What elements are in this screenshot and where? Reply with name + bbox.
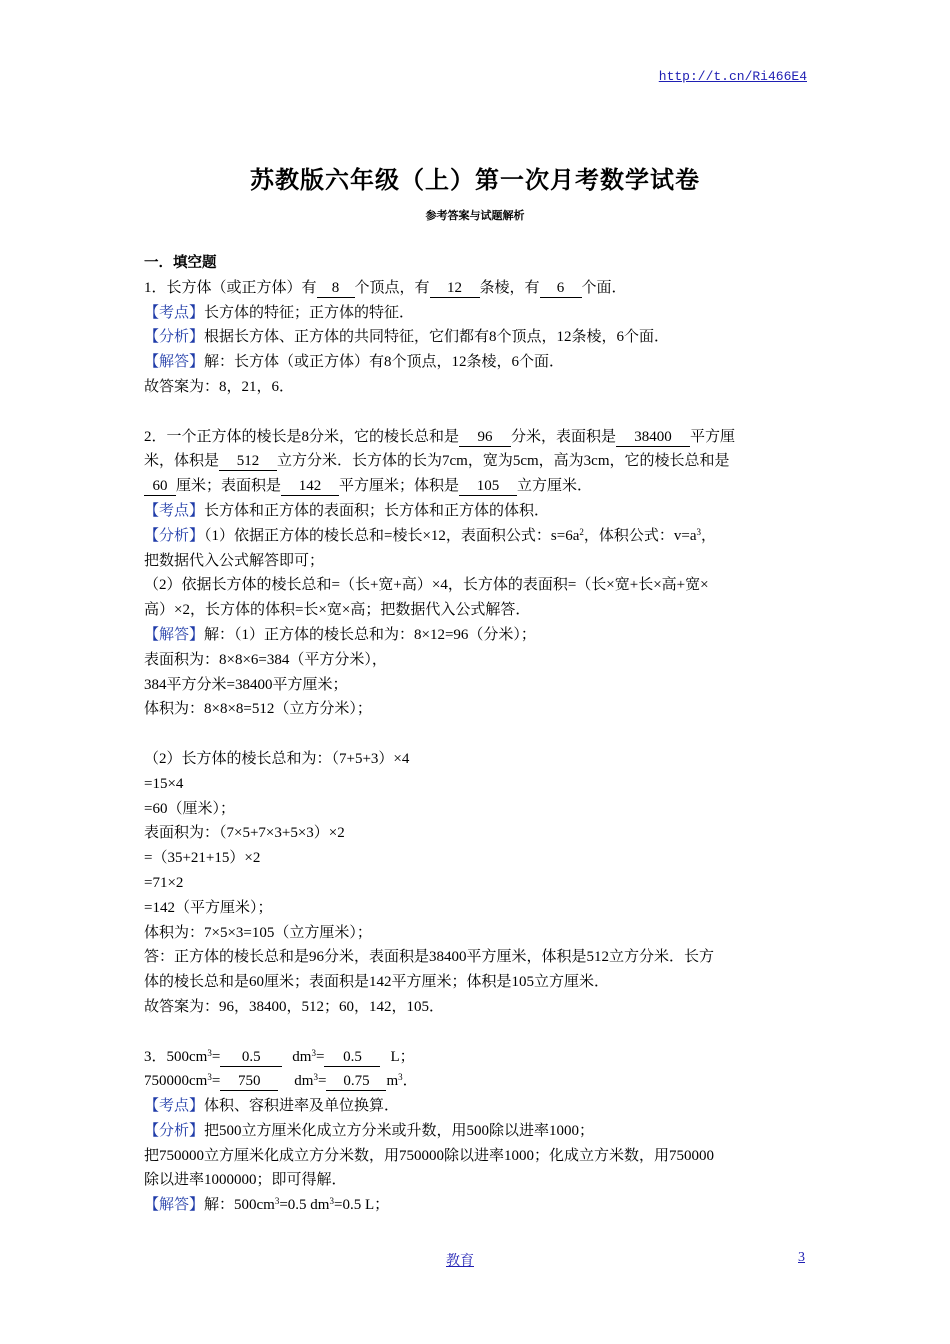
footer-link[interactable]: 教育 bbox=[446, 1254, 474, 1269]
fenxi-tag: 【分析】 bbox=[144, 329, 205, 346]
q2-jieda-7: =60（厘米）； bbox=[144, 800, 235, 817]
header-link[interactable]: http://t.cn/Ri466E4 bbox=[658, 69, 807, 84]
section-heading: 一．填空题 bbox=[144, 255, 217, 271]
fenxi-tag: 【分析】 bbox=[144, 1122, 205, 1139]
q1-fenxi: 【分析】根据长方体、正方体的共同特征，它们都有8个顶点，12条棱，6个面． bbox=[144, 329, 670, 346]
q3-stem-line-1: 3．$500cm^3= 0.5$ $dm^3= 0.5$ L； bbox=[144, 1047, 415, 1065]
q2-jieda-14: 体的棱长总和是60厘米；表面积是142平方厘米；体积是105立方厘米． bbox=[144, 974, 610, 991]
page-subtitle: 参考答案与试题解析 bbox=[425, 209, 525, 222]
q2-jieda-8: 表面积为：（7×5+7×3+5×3）×2 bbox=[144, 825, 345, 842]
q1-answer: 故答案为：8，21，6． bbox=[144, 378, 295, 395]
q2-answer: 故答案为：96，38400，512；60，142，105． bbox=[144, 998, 445, 1015]
jieda-tag: 【解答】 bbox=[144, 354, 205, 371]
q2-jieda-10: =71×2 bbox=[144, 874, 184, 891]
q1-blank-1: 8 bbox=[317, 279, 355, 298]
q3-blank-4: 0.75 bbox=[326, 1072, 386, 1091]
q1-blank-3: 6 bbox=[540, 279, 582, 298]
q2-jieda-2: 表面积为：8×8×6=384（平方分米）， bbox=[144, 651, 387, 668]
q3-fenxi-1: 【分析】把500立方厘米化成立方分米或升数，用500除以进率1000； bbox=[144, 1122, 595, 1139]
q3-blank-1: 0.5 bbox=[220, 1048, 282, 1067]
fenxi-tag: 【分析】 bbox=[144, 527, 205, 544]
q2-jieda-4: 体积为：8×8×8=512（立方分米）； bbox=[144, 701, 372, 718]
q2-stem-line-1: 2．一个正方体的棱长是8分米，它的棱长总和是 96 分米，表面积是 38400 平方厘 bbox=[144, 428, 736, 445]
q2-jieda-9: =（35+21+15）×2 bbox=[144, 850, 261, 867]
q1-kaodian: 【考点】长方体的特征；正方体的特征． bbox=[144, 304, 415, 321]
jieda-tag: 【解答】 bbox=[144, 626, 205, 643]
q2-jieda-12: 体积为：7×5×3=105（立方厘米）； bbox=[144, 924, 372, 941]
q2-blank-3: 512 bbox=[219, 452, 277, 471]
q3-fenxi-3: 除以进率1000000；即可得解． bbox=[144, 1172, 347, 1189]
q2-fenxi-1: 【分析】（1）依据正方体的棱长总和=棱长×12，表面积公式：$s=6a^2$，体积公式：$v=a^3$， bbox=[144, 526, 717, 544]
q2-jieda-5: （2）长方体的棱长总和为：（7+5+3）×4 bbox=[144, 750, 410, 767]
q3-blank-3: 750 bbox=[220, 1072, 278, 1091]
q3-blank-2: 0.5 bbox=[324, 1048, 380, 1067]
q2-blank-1: 96 bbox=[459, 428, 511, 447]
kaodian-tag: 【考点】 bbox=[144, 304, 205, 321]
q1-jieda: 【解答】解：长方体（或正方体）有8个顶点，12条棱，6个面． bbox=[144, 354, 565, 371]
q2-blank-2: 38400 bbox=[616, 428, 690, 447]
q2-kaodian: 【考点】长方体和正方体的表面积；长方体和正方体的体积． bbox=[144, 502, 550, 519]
q2-jieda-3: 384平方分米=38400平方厘米； bbox=[144, 676, 348, 693]
page-title: 苏教版六年级（上）第一次月考数学试卷 bbox=[250, 166, 700, 194]
q2-fenxi-2: 把数据代入公式解答即可； bbox=[144, 552, 325, 569]
q3-fenxi-2: 把750000立方厘米化成立方分米数，用750000除以进率1000；化成立方米数，用750000 bbox=[144, 1147, 715, 1164]
q2-blank-6: 105 bbox=[459, 477, 517, 496]
q3-stem-line-2: $750000cm^3= 750$ $dm^3= 0.75$ $m^3$． bbox=[144, 1072, 418, 1090]
q3-kaodian: 【考点】体积、容积进率及单位换算． bbox=[144, 1098, 400, 1115]
q2-jieda-13: 答：正方体的棱长总和是96分米，表面积是38400平方厘米，体积是512立方分米．长方 bbox=[144, 949, 715, 966]
q2-blank-4: 60 bbox=[144, 477, 176, 496]
q2-blank-5: 142 bbox=[281, 477, 339, 496]
jieda-tag: 【解答】 bbox=[144, 1197, 205, 1214]
q2-fenxi-4: 高）×2，长方体的体积=长×宽×高；把数据代入公式解答． bbox=[144, 602, 531, 619]
q2-jieda-11: =142（平方厘米）； bbox=[144, 899, 273, 916]
q2-jieda-6: =15×4 bbox=[144, 775, 184, 792]
q2-stem-line-2: 米，体积是 512 立方分米．长方体的长为7cm，宽为5cm，高为3cm，它的棱长总和是 bbox=[144, 453, 730, 470]
q2-jieda-1: 【解答】解：（1）正方体的棱长总和为：8×12=96（分米）； bbox=[144, 626, 536, 643]
document-body bbox=[144, 251, 806, 1218]
page-number: 3 bbox=[798, 1250, 805, 1265]
kaodian-tag: 【考点】 bbox=[144, 1098, 205, 1115]
q1-blank-2: 12 bbox=[430, 279, 480, 298]
q2-fenxi-3: （2）依据长方体的棱长总和=（长+宽+高）×4，长方体的表面积=（长×宽+长×高+宽× bbox=[144, 577, 709, 594]
q2-stem-line-3: 60 厘米；表面积是 142 平方厘米；体积是 105 立方厘米． bbox=[144, 474, 806, 499]
q1-stem: 1．长方体（或正方体）有 8 个顶点，有 12 条棱，有 6 个面． bbox=[144, 279, 627, 296]
kaodian-tag: 【考点】 bbox=[144, 502, 205, 519]
q3-jieda: 【解答】解：$500cm^3=0.5$ $dm^3=0.5$ L； bbox=[144, 1196, 390, 1214]
